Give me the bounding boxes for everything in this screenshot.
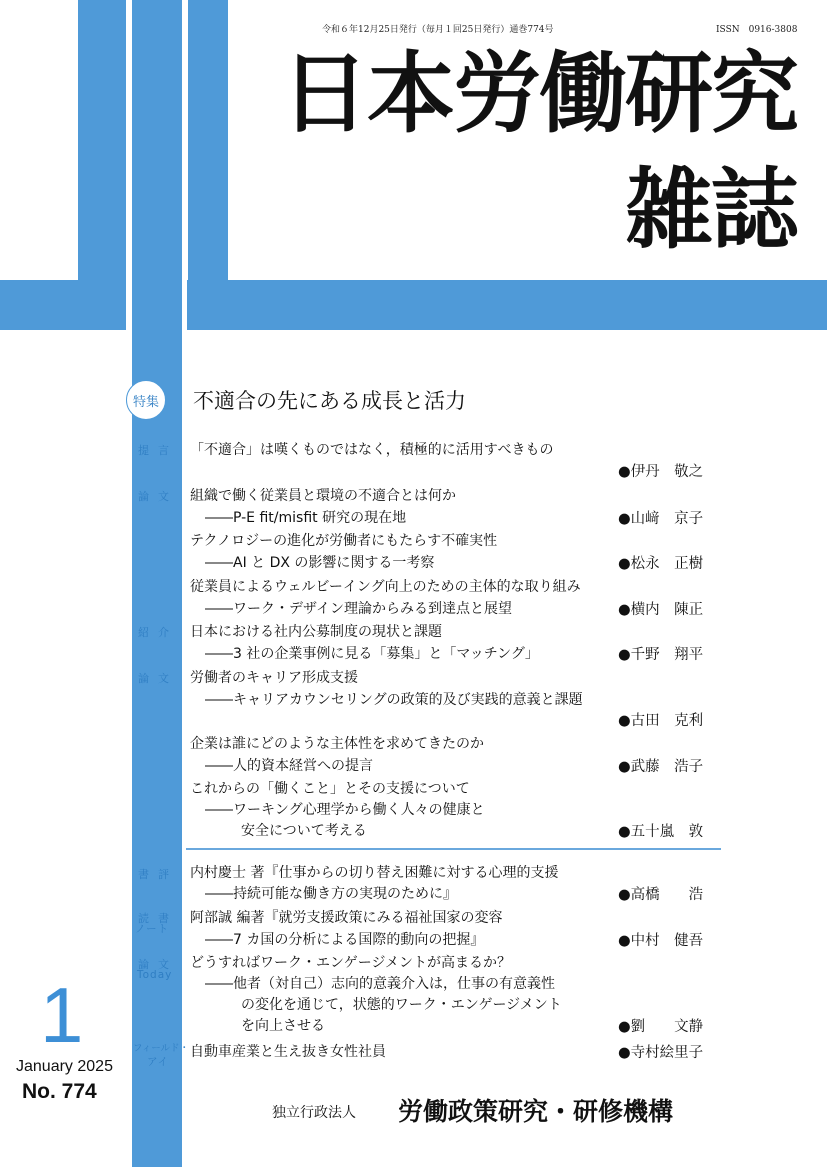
entry-5-subtitle: ――3 社の企業事例に見る「募集」と「マッチング」	[205, 646, 539, 662]
issue-line: 令和６年12月25日発行（毎月１回25日発行）通巻774号	[322, 25, 554, 35]
entry-1-title: 「不適合」は嘆くものではなく，積極的に活用すべきもの	[190, 442, 554, 458]
entry-3-author: ●松永 正樹	[618, 556, 704, 572]
entry-11-title: どうすればワーク・エンゲージメントが高まるか？	[190, 955, 512, 971]
entry-11-subtitle-2: の変化を通じて，状態的ワーク・エンゲージメント	[241, 997, 562, 1013]
issue-number: 1	[40, 971, 84, 1059]
journal-title-line1: 日本労働研究	[280, 42, 797, 145]
entry-8-author: ●五十嵐 敦	[618, 824, 704, 840]
feature-badge-label: 特集	[132, 394, 159, 410]
entry-6-author: ●古田 克利	[618, 713, 704, 729]
entry-7-author: ●武藤 浩子	[618, 759, 704, 775]
category-shohyo: 書評	[138, 868, 178, 881]
entry-12-title: 自動車産業と生え抜き女性社員	[190, 1044, 386, 1060]
entry-2-subtitle: ――P-E fit/misfit 研究の現在地	[205, 510, 407, 526]
horizontal-band-right	[187, 280, 827, 330]
entry-11-author: ●劉 文静	[618, 1019, 704, 1035]
issue-no: No. 774	[22, 1080, 97, 1103]
publisher-name: 労働政策研究・研修機構	[398, 1097, 674, 1126]
entry-11-subtitle-1: ――他者（対自己）志向的意義介入は，仕事の有意義性	[205, 976, 555, 992]
entry-4-subtitle: ――ワーク・デザイン理論からみる到達点と展望	[205, 601, 513, 617]
category-note: ノート	[135, 923, 170, 935]
category-ronbun-today: 論文	[138, 958, 178, 971]
section-divider	[186, 848, 721, 850]
entry-7-subtitle: ――人的資本経営への提言	[205, 758, 373, 774]
entry-6-subtitle: ――キャリアカウンセリングの政策的及び実践的意義と課題	[205, 692, 583, 708]
entry-12-author: ●寺村絵里子	[618, 1045, 704, 1061]
entry-10-title: 阿部誠 編著『就労支援政策にみる福祉国家の変容	[190, 910, 503, 926]
entry-10-author: ●中村 健吾	[618, 933, 704, 949]
category-eye: アイ	[147, 1056, 170, 1068]
entry-4-title: 従業員によるウェルビーイング向上のための主体的な取り組み	[190, 579, 581, 595]
entry-10-subtitle: ――7 カ国の分析による国際的動向の把握』	[205, 932, 485, 948]
issn: ISSN 0916-3808	[716, 25, 798, 35]
entry-2-title: 組織で働く従業員と環境の不適合とは何か	[190, 488, 456, 504]
feature-badge	[126, 380, 166, 420]
entry-8-title: これからの「働くこと」とその支援について	[190, 781, 470, 797]
category-shokai: 紹介	[138, 626, 178, 639]
category-dokusho: 読書	[138, 912, 178, 925]
entry-7-title: 企業は誰にどのような主体性を求めてきたのか	[190, 736, 484, 752]
journal-title-line2: 雑誌	[624, 158, 797, 261]
entry-2-author: ●山﨑 京子	[618, 511, 704, 527]
feature-title: 不適合の先にある成長と活力	[193, 389, 466, 413]
vertical-stripe-left	[78, 0, 126, 330]
category-ronbun-1: 論文	[138, 490, 178, 503]
publisher-prefix: 独立行政法人	[272, 1105, 356, 1121]
entry-9-title: 内村慶士 著『仕事からの切り替え困難に対する心理的支援	[190, 865, 559, 881]
category-field: フィールド・	[133, 1043, 190, 1054]
entry-4-author: ●横内 陳正	[618, 602, 704, 618]
category-ronbun-2: 論文	[138, 672, 178, 685]
vertical-stripe-right	[188, 0, 228, 330]
entry-1-author: ●伊丹 敬之	[618, 464, 704, 480]
entry-8-subtitle-2: 安全について考える	[241, 823, 367, 839]
entry-9-subtitle: ――持続可能な働き方の実現のために』	[205, 886, 457, 902]
category-today: Today	[137, 969, 173, 981]
entry-5-author: ●千野 翔平	[618, 647, 704, 663]
entry-8-subtitle-1: ――ワーキング心理学から働く人々の健康と	[205, 802, 485, 818]
entry-11-subtitle-3: を向上させる	[241, 1018, 325, 1034]
vertical-stripe-center	[132, 0, 182, 1167]
category-teigen: 提言	[138, 444, 178, 457]
entry-5-title: 日本における社内公募制度の現状と課題	[190, 624, 442, 640]
entry-3-title: テクノロジーの進化が労働者にもたらす不確実性	[190, 533, 498, 549]
issue-date: January 2025	[16, 1058, 113, 1075]
entry-6-title: 労働者のキャリア形成支援	[190, 670, 358, 686]
entry-3-subtitle: ――AI と DX の影響に関する一考察	[205, 555, 435, 571]
entry-9-author: ●高橋 浩	[618, 887, 704, 903]
